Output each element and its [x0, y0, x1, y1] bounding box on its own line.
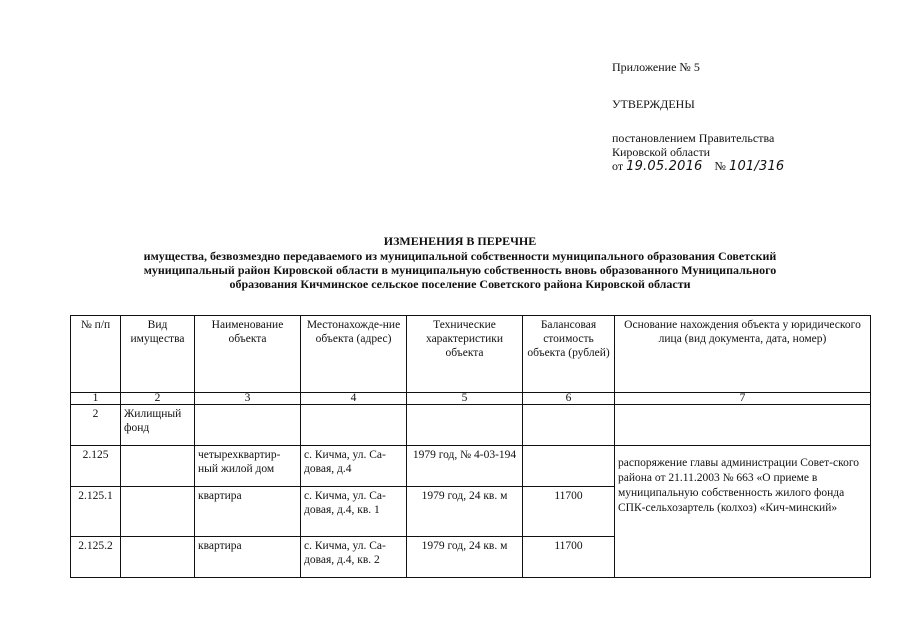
empty-cell — [407, 405, 523, 446]
handwritten-date: 19.05.2016 — [626, 159, 703, 174]
row-number: 2.125 — [71, 446, 121, 487]
column-number: 1 — [71, 393, 121, 405]
object-name: квартира — [195, 537, 301, 578]
property-type — [121, 446, 195, 487]
tech-characteristics: 1979 год, 24 кв. м — [407, 537, 523, 578]
decree-date-number — [612, 159, 872, 174]
title-line-1: имущества, безвозмездно передаваемого из муниципальной собственности муниципального образования Советский — [143, 249, 777, 263]
row-number: 2.125.2 — [71, 537, 121, 578]
column-number-row — [71, 393, 871, 405]
date-prefix: от — [612, 159, 624, 173]
table-row-group — [71, 405, 871, 446]
header-cell: Основание нахождения объекта у юридического лица (вид документа, дата, номер) — [615, 316, 871, 393]
object-address: с. Кичма, ул. Са-довая, д.4, кв. 1 — [301, 487, 407, 537]
column-number: 6 — [523, 393, 615, 405]
header-cell: Балансовая стоимость объекта (рублей) — [523, 316, 615, 393]
object-address: с. Кичма, ул. Са-довая, д.4, кв. 2 — [301, 537, 407, 578]
header-cell: № п/п — [71, 316, 121, 393]
decree-line-2: Кировской области — [612, 145, 711, 159]
empty-cell — [523, 405, 615, 446]
approval-block — [612, 60, 872, 174]
empty-cell — [615, 405, 871, 446]
column-number: 5 — [407, 393, 523, 405]
ownership-basis: распоряжение главы администрации Совет-ского района от 21.11.2003 № 663 «О приеме в муниципальную собственность жилого фонда СПК-сельхозартель (колхоз) «Кич-минский» — [615, 446, 871, 578]
property-type — [121, 487, 195, 537]
title-line-3: образования Кичминское сельское поселение Советского района Кировской области — [229, 277, 691, 291]
header-cell: Технические характеристики объекта — [407, 316, 523, 393]
row-number: 2 — [71, 405, 121, 446]
balance-cost: 11700 — [523, 487, 615, 537]
handwritten-number: 101/316 — [728, 159, 785, 174]
number-prefix: № — [714, 159, 726, 173]
object-name: четырехквартир-ный жилой дом — [195, 446, 301, 487]
balance-cost — [523, 446, 615, 487]
property-type: Жилищный фонд — [121, 405, 195, 446]
header-cell: Местонахожде-ние объекта (адрес) — [301, 316, 407, 393]
property-table — [70, 315, 871, 578]
column-number: 2 — [121, 393, 195, 405]
header-cell: Вид имущества — [121, 316, 195, 393]
object-name: квартира — [195, 487, 301, 537]
balance-cost: 11700 — [523, 537, 615, 578]
column-number: 4 — [301, 393, 407, 405]
document-title — [80, 234, 840, 291]
appendix-label: Приложение № 5 — [612, 60, 700, 74]
row-number: 2.125.1 — [71, 487, 121, 537]
approved-label: УТВЕРЖДЕНЫ — [612, 97, 695, 111]
empty-cell — [195, 405, 301, 446]
column-number: 7 — [615, 393, 871, 405]
title-line-2: муниципальный район Кировской области в муниципальную собственность вновь образованного Муниципального — [143, 263, 777, 277]
object-address: с. Кичма, ул. Са-довая, д.4 — [301, 446, 407, 487]
tech-characteristics: 1979 год, 24 кв. м — [407, 487, 523, 537]
header-row — [71, 316, 871, 393]
title-heading: ИЗМЕНЕНИЯ В ПЕРЕЧНЕ — [383, 234, 537, 248]
decree-line-1: постановлением Правительства — [612, 131, 775, 145]
tech-characteristics: 1979 год, № 4-03-194 — [407, 446, 523, 487]
table-row — [71, 446, 871, 487]
property-type — [121, 537, 195, 578]
header-cell: Наименование объекта — [195, 316, 301, 393]
empty-cell — [301, 405, 407, 446]
column-number: 3 — [195, 393, 301, 405]
